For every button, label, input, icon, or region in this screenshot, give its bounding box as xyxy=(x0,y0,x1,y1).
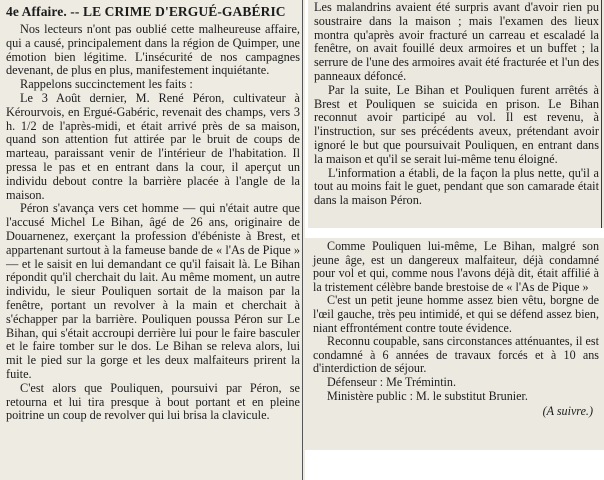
right-column-rule xyxy=(601,0,602,228)
paragraph: Par la suite, Le Bihan et Pouliquen furent arrêtés à Brest et Pouliquen se suicida en prison. Le Bihan reconnut avoir participé au vol. Il est revenu, à l'instruction, sur ses précédents aveux, prétendant avoir ignoré le but que poursuivait Pouliquen, en entrant dans la maison et qu'il se serait lui-même tenu éloigné. xyxy=(314,82,599,166)
to-be-continued: (A suivre.) xyxy=(542,404,593,419)
right-column-top xyxy=(308,0,604,228)
right-column-bottom xyxy=(303,238,604,450)
paragraph: Le 3 Août dernier, M. René Péron, cultivateur à Kérourvois, en Ergué-Gabéric, revenait des champs, vers 3 h. 1/2 de l'après-midi, et était arrivé près de sa maison, quand son attention fut attirée par le bruit de coups de marteau, paraissant venir de l'intérieur de l'habitation. Il pressa le pas et en entrant dans la cour, il aperçut un individu debout contre la barrière placée à l'angle de la maison. xyxy=(6,90,300,202)
paragraph: L'information a établi, de la façon la plus nette, qu'il a tout au moins fait le guet, pendant que son camarade était dans la maison Péron. xyxy=(314,165,599,208)
article-title: 4e Affaire. -- LE CRIME D'ERGUÉ-GABÉRIC xyxy=(6,4,286,19)
paragraph: Rappelons succinctement les faits : xyxy=(20,77,193,92)
paragraph: C'est alors que Pouliquen, poursuivi par Péron, se retourna et lui tira presque à bout portant et en pleine poitrine un coup de revolver qui lui brisa la clavicule. xyxy=(6,380,300,423)
paragraph: Comme Pouliquen lui-même, Le Bihan, malgré son jeune âge, est un dangereux malfaiteur, déjà condamné pour vol et qui, comme nous l'avons déjà dit, était affilié à la tristement célèbre bande brestoise de « l'As de Pique » xyxy=(313,239,599,294)
paragraph: Les malandrins avaient été surpris avant d'avoir rien pu soustraire dans la maison ; mais l'examen des lieux montra qu'après avoir fracturé un carreau et escaladé la fenêtre, on avait fouillé deux armoires et un buffet ; la serrure de l'une des armoires avait été fracturée et l'un des panneaux défoncé. xyxy=(314,0,599,83)
paragraph: C'est un petit jeune homme assez bien vêtu, borgne de l'œil gauche, très peu intimidé, et qui se défend assez bien, niant effrontément contre toute évidence. xyxy=(313,293,599,335)
paragraph: Reconnu coupable, sans circonstances atténuantes, il est condamné à 6 années de travaux forcés et à 10 ans d'interdiction de séjour. xyxy=(313,334,599,376)
paragraph: Péron s'avança vers cet homme — qui n'était autre que l'accusé Michel Le Bihan, âgé de 26 ans, originaire de Douarnenez, exerçant la profession d'ébéniste à Brest, et appartenant surtout à la fameuse bande de « l'As de Pique » — et le saisit en lui demandant ce qu'il faisait là. Le Bihan répondit qu'il cherchait du lait. Au même moment, un autre individu, le sieur Pouliquen sortait de la maison par la fenêtre, portant un revolver à la main et cherchait à s'échapper par la barrière. Pouliquen poussa Péron sur Le Bihan, qui s'était accroupi derrière lui pour le faire basculer et le faire tomber sur le dos. Le Bihan se releva alors, lui mit le pied sur la gorge et les deux malfaiteurs prirent la fuite. xyxy=(6,201,300,381)
paragraph: Nos lecteurs n'ont pas oublié cette malheureuse affaire, qui a causé, principalement dans la région de Quimper, une émotion bien légitime. L'insécurité de nos campagnes devenant, de plus en plus, manifestement inquiétante. xyxy=(6,22,300,78)
defense-line: Défenseur : Me Trémintin. xyxy=(327,374,456,389)
prosecution-line: Ministère public : M. le substitut Brunier. xyxy=(327,388,528,403)
